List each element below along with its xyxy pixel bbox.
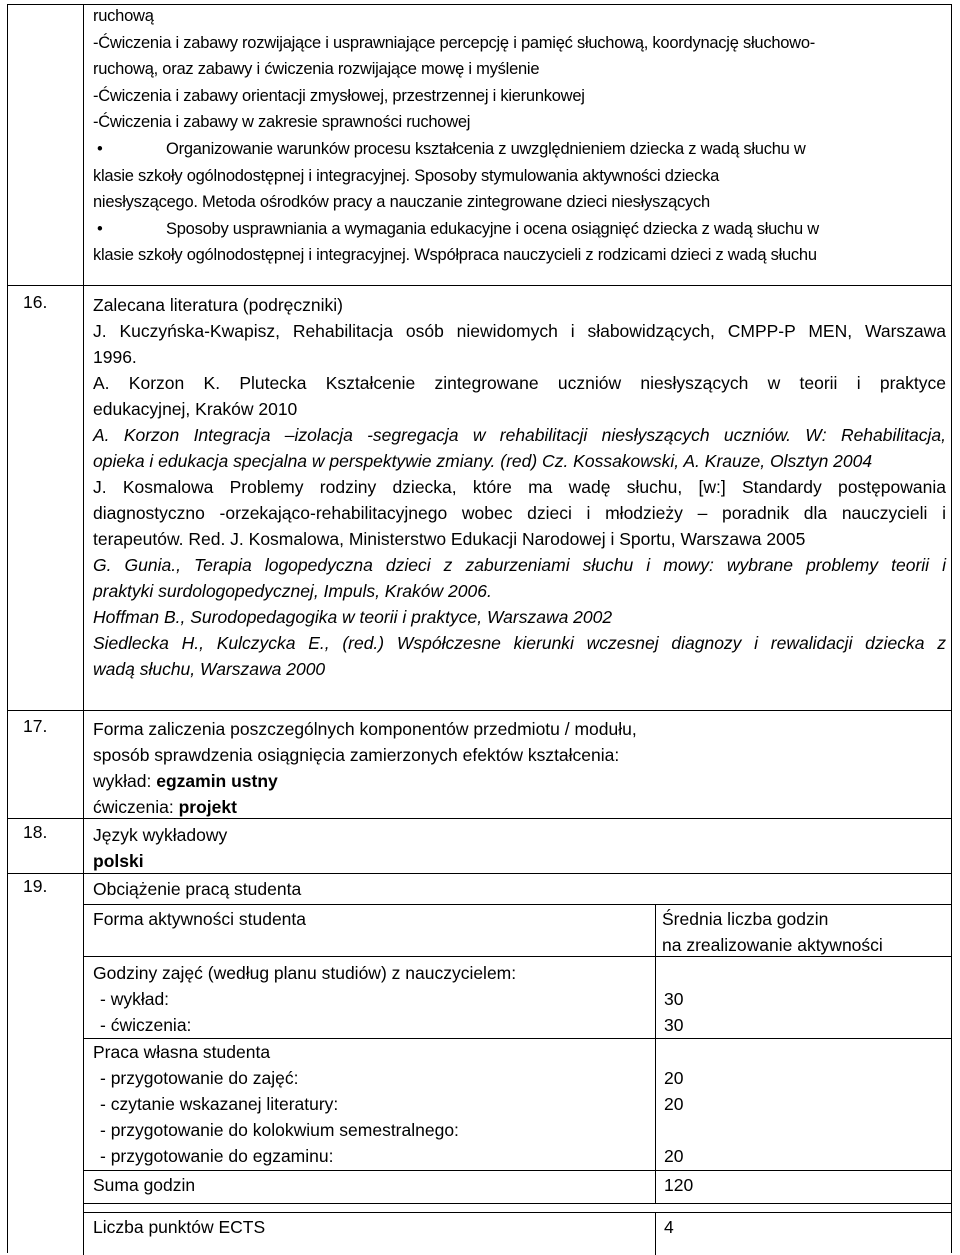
literature-line: A. Korzon K. Plutecka Kształcenie zintegrowane uczniów niesłyszących w teorii i praktyce [93,373,946,393]
section-title: Forma zaliczenia poszczególnych komponentów przedmiotu / modułu, [93,719,637,739]
self-study-item-label: - przygotowanie do kolokwium semestralnego: [100,1120,459,1140]
language-value: polski [93,851,144,871]
assessment-block [93,716,637,820]
literature-line: G. Gunia., Terapia logopedyczna dzieci z zaburzeniami słuchu i mowy: wybrane problemy teorii i [93,555,946,575]
lecture-value: egzamin ustny [156,771,278,791]
ects-value: 4 [664,1217,674,1237]
literature-line: terapeutów. Red. J. Kosmalowa, Ministerstwo Edukacji Narodowej i Sportu, Warszawa 2005 [93,529,806,549]
literature-line: A. Korzon Integracja –izolacja -segregacja w rehabilitacji niesłyszących uczniów. W: Rehabilitacja, [93,425,946,445]
content-line: ruchową [93,7,154,25]
workload-header-left: Forma aktywności studenta [93,909,307,929]
content-line: -Ćwiczenia i zabawy rozwijające i usprawniające percepcję i pamięć słuchową, koordynację słuchowo- [93,33,816,52]
content-line: Organizowanie warunków procesu kształcenia z uwzględnieniem dziecka z wadą słuchu w [166,139,806,158]
literature-line: J. Kuczyńska-Kwapisz, Rehabilitacja osób niewidomych i słabowidzących, CMPP-P MEN, Warszawa [93,321,946,341]
exercise-value: projekt [178,797,237,817]
course-content-block [93,3,951,269]
literature-line: J. Kosmalowa Problemy rodziny dziecka, które ma wadę słuchu, [w:] Standardy postępowania [93,477,946,497]
content-line: Sposoby usprawniania a wymagania edukacyjne i ocena osiągnięć dziecka z wadą słuchu w [166,219,819,238]
lecture-label: wykład: [93,771,152,791]
sum-label: Suma godzin [93,1175,196,1195]
section-number: 18. [23,822,48,842]
lecture-assessment [93,768,637,794]
workload-table-row-line [84,1170,952,1171]
literature-line: wadą słuchu, Warszawa 2000 [93,659,326,679]
workload-table-column-divider [655,904,656,1203]
bullet-item [93,216,951,243]
contact-item-label: - wykład: [100,989,170,1009]
sum-value: 120 [664,1175,694,1195]
section-title: Język wykładowy [93,825,228,845]
exercise-label: ćwiczenia: [93,797,174,817]
bullet-icon: • [97,219,103,238]
workload-table-row-line [84,1203,952,1204]
section-number: 19. [23,876,48,896]
workload-header-right-line1: Średnia liczba godzin [662,909,829,929]
exercise-assessment [93,794,637,820]
contact-item-value: 30 [664,1015,684,1035]
workload-table-row-line [84,1212,952,1213]
self-study-title: Praca własna studenta [93,1042,271,1062]
workload-header-right [662,906,883,958]
literature-line: edukacyjnej, Kraków 2010 [93,399,298,419]
literature-line: diagnostyczno -orzekająco-rehabilitacyjnego wobec dzieci i młodzieży – poradnik dla nauczycieli i [93,503,946,523]
self-study-block [93,1039,459,1169]
number-column-divider [83,4,84,1255]
section-number: 17. [23,716,48,736]
bullet-item [93,136,951,163]
section-title: Obciążenie pracą studenta [93,879,302,899]
self-study-item-label: - czytanie wskazanej literatury: [100,1094,339,1114]
self-study-item-value [664,1117,683,1143]
self-study-item-label: - przygotowanie do zajęć: [100,1068,299,1088]
workload-table-top [84,904,952,905]
bullet-icon: • [97,139,103,158]
contact-hours-block [93,960,516,1038]
literature-block [93,292,946,682]
self-study-item-label: - przygotowanie do egzaminu: [100,1146,334,1166]
literature-line: 1996. [93,347,137,367]
section-number: 16. [23,292,48,312]
workload-table-column-divider [655,1212,656,1255]
contact-hours-values [664,986,683,1038]
literature-line: praktyki surdologopedycznej, Impuls, Kraków 2006. [93,581,492,601]
self-study-item-value: 20 [664,1146,684,1166]
content-line: -Ćwiczenia i zabawy w zakresie sprawności ruchowej [93,113,471,132]
section-title: Zalecana literatura (podręczniki) [93,295,343,315]
literature-line: opieka i edukacja specjalna w perspektywie zmiany. (red) Cz. Kossakowski, A. Krauze, Olsztyn 2004 [93,451,873,471]
section-title: sposób sprawdzenia osiągnięcia zamierzonych efektów kształcenia: [93,745,620,765]
contact-item-value: 30 [664,989,684,1009]
content-line: niesłyszącego. Metoda ośrodków pracy a nauczanie zintegrowane dzieci niesłyszących [93,193,710,212]
language-block [93,822,227,874]
self-study-item-value: 20 [664,1068,684,1088]
content-line: -Ćwiczenia i zabawy orientacji zmysłowej, przestrzennej i kierunkowej [93,86,585,105]
content-line: ruchową, oraz zabawy i ćwiczenia rozwijające mowę i myślenie [93,60,540,79]
contact-item-label: - ćwiczenia: [100,1015,192,1035]
workload-header-right-line2: na zrealizowanie aktywności [662,935,883,955]
literature-line: Hoffman B., Surodopedagogika w teorii i praktyce, Warszawa 2002 [93,607,613,627]
literature-line: Siedlecka H., Kulczycka E., (red.) Współczesne kierunki wczesnej diagnozy i rewalidacji dziecka z [93,633,946,653]
ects-label: Liczba punktów ECTS [93,1217,266,1237]
content-line: klasie szkoły ogólnodostępnej i integracyjnej. Współpraca nauczycieli z rodzicami dzieci z wadą słuchu [93,246,817,265]
row-divider [7,710,952,711]
contact-hours-title: Godziny zajęć (według planu studiów) z nauczycielem: [93,963,517,983]
row-divider [7,285,952,286]
self-study-item-value: 20 [664,1094,684,1114]
content-line: klasie szkoły ogólnodostępnej i integracyjnej. Sposoby stymulowania aktywności dziecka [93,166,720,185]
self-study-values [664,1065,683,1169]
